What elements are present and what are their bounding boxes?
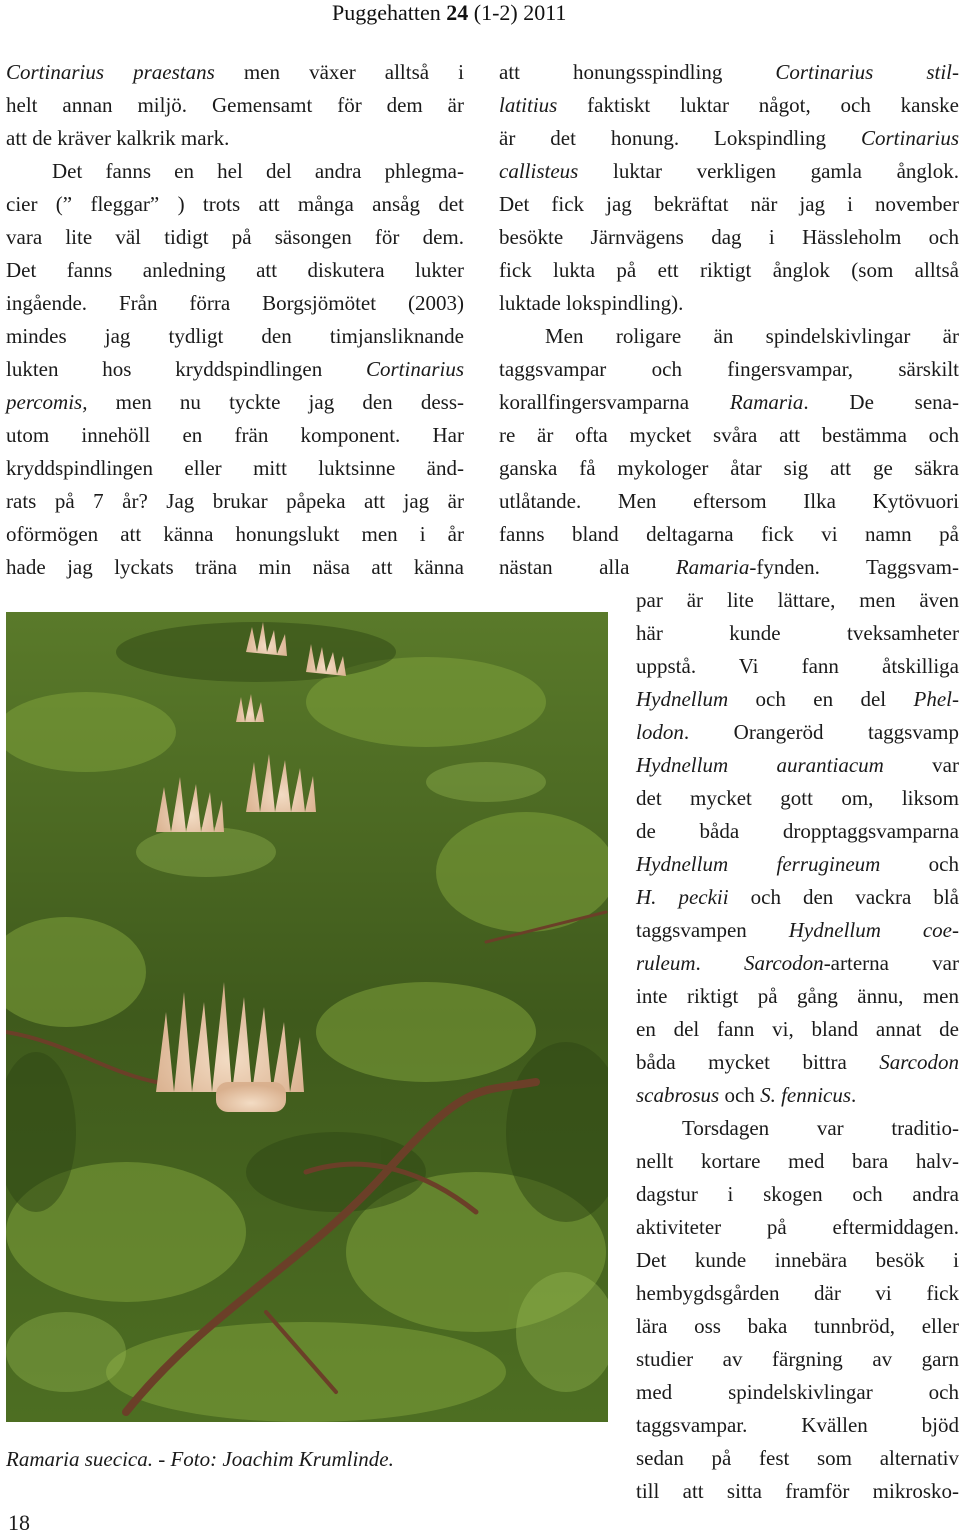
text-line: utlåtande. Men eftersom Ilka Kytövuori [499, 489, 959, 513]
journal-name: Puggehatten [332, 0, 441, 25]
text-line: callisteus luktar verkligen gamla ånglok. [499, 159, 959, 183]
text-line: scabrosus och S. fennicus. [636, 1083, 857, 1107]
text-line: med spindelskivlingar och [636, 1380, 959, 1404]
text-line: att honungsspindling Cortinarius stil- [499, 60, 959, 84]
text-line: taggsvampen Hydnellum coe- [636, 918, 959, 942]
text-line: taggsvampar. Kvällen bjöd [636, 1413, 959, 1437]
text-line: nellt kortare med bara halv- [636, 1149, 959, 1173]
issue-year: (1-2) 2011 [473, 0, 567, 25]
text-line: oförmögen att känna honungslukt men i år [6, 522, 464, 546]
text-line: par är lite lättare, men även [636, 588, 959, 612]
text-line: Det fick jag bekräftat när jag i november [499, 192, 959, 216]
paragraph-start: Men roligare än spindelskivlingar är [545, 324, 959, 348]
text-line: båda mycket bittra Sarcodon [636, 1050, 959, 1074]
page-number: 18 [8, 1510, 30, 1535]
text-line: luktade lokspindling). [499, 291, 684, 315]
text-line: det mycket gott om, liksom [636, 786, 959, 810]
text-line: taggsvampar och fingersvampar, särskilt [499, 357, 959, 381]
text-line: uppstå. Vi fann åtskilliga [636, 654, 959, 678]
text-line: besökte Järnvägens dag i Hässleholm och [499, 225, 959, 249]
text-line: helt annan miljö. Gemensamt för dem är [6, 93, 464, 117]
text-line: korallfingersvamparna Ramaria. De sena- [499, 390, 959, 414]
paragraph-start: Torsdagen var traditio- [682, 1116, 959, 1140]
text-line: latitius faktiskt luktar något, och kanske [499, 93, 959, 117]
text-line: cier (” fleggar” ) trots att många ansåg det [6, 192, 464, 216]
text-line: aktiviteter på eftermiddagen. [636, 1215, 959, 1239]
text-line: inte riktigt på gång ännu, men [636, 984, 959, 1008]
text-line: sedan på fest som alternativ [636, 1446, 959, 1470]
text-line: vara lite väl tidigt på säsongen för dem. [6, 225, 464, 249]
text-line: Hydnellum ferrugineum och [636, 852, 960, 876]
text-line: hembygdsgården där vi fick [636, 1281, 959, 1305]
text-line: dagstur i skogen och andra [636, 1182, 959, 1206]
text-line: är det honung. Lokspindling Cortinarius [499, 126, 959, 150]
text-line: lära oss baka tunnbröd, eller [636, 1314, 959, 1338]
right-text-column [499, 56, 959, 584]
text-line: Cortinarius praestans men växer alltså i [6, 60, 464, 84]
left-text-column [6, 56, 464, 584]
volume-number: 24 [446, 0, 469, 25]
text-line: mindes jag tydligt den timjansliknande [6, 324, 464, 348]
text-line: Det fanns anledning att diskutera lukter [6, 258, 464, 282]
text-line: hade jag lyckats träna min näsa att känna [6, 555, 464, 579]
narrow-text-column [636, 584, 959, 1508]
text-line: studier av färgning av garn [636, 1347, 959, 1371]
text-line: ganska få mykologer åtar sig att ge säkra [499, 456, 959, 480]
text-line: Hydnellum och en del Phel- [636, 687, 959, 711]
text-line: rats på 7 år? Jag brukar påpeka att jag är [6, 489, 464, 513]
text-line: ingående. Från förra Borgsjömötet (2003) [6, 291, 464, 315]
text-line: de båda dropptaggsvamparna [636, 819, 959, 843]
text-line: fanns bland deltagarna fick vi namn på [499, 522, 959, 546]
text-line: Hydnellum aurantiacum var [636, 753, 959, 777]
text-line: ruleum. Sarcodon-arterna var [636, 951, 959, 975]
text-line: en del fann vi, bland annat de [636, 1017, 959, 1041]
text-line: till att sitta framför mikrosko- [636, 1479, 959, 1503]
text-line: lukten hos kryddspindlingen Cortinarius [6, 357, 464, 381]
text-line: percomis, men nu tyckte jag den dess- [6, 390, 464, 414]
coral-fungus-photo [6, 612, 608, 1422]
photo-illustration [6, 612, 608, 1422]
text-line: utom innehöll en frän komponent. Har [6, 423, 464, 447]
text-line: kryddspindlingen eller mitt luktsinne änd- [6, 456, 464, 480]
running-header [332, 0, 632, 26]
text-line: re är ofta mycket svåra att bestämma och [499, 423, 959, 447]
paragraph-start: Det fanns en hel del andra phlegma- [52, 159, 464, 183]
text-line: nästan alla Ramaria-fynden. Taggsvam- [499, 555, 959, 579]
text-line: Det kunde innebära besök i [636, 1248, 959, 1272]
text-line: fick lukta på ett riktigt ånglok (som alltså [499, 258, 959, 282]
text-line: lodon. Orangeröd taggsvamp [636, 720, 959, 744]
text-line: H. peckii och den vackra blå [636, 885, 959, 909]
text-line: att de kräver kalkrik mark. [6, 126, 230, 150]
text-line: här kunde tveksamheter [636, 621, 959, 645]
photo-caption: Ramaria suecica. - Foto: Joachim Krumlinde. [6, 1447, 394, 1471]
